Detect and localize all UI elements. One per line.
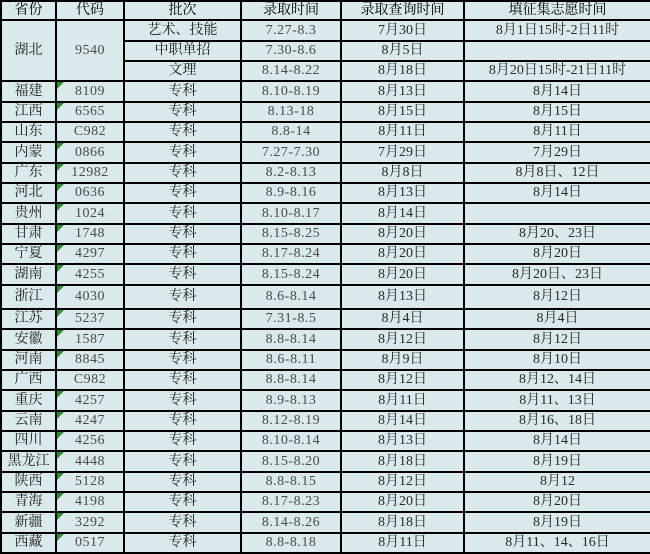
cell-batch[interactable]: 专科 [124,390,241,410]
header-volunteer-time[interactable]: 填征集志愿时间 [464,1,650,20]
cell-admission-time[interactable]: 8.6-8.14 [241,285,341,309]
cell-batch[interactable]: 专科 [124,370,241,390]
code-text: 4257 [75,392,105,408]
header-province[interactable]: 省份 [1,1,56,20]
cell-query-time[interactable]: 8月14日 [341,411,464,431]
cell-code[interactable] [56,81,124,101]
cell-volunteer-time[interactable] [464,41,650,61]
text-format-marker-icon [57,286,64,293]
cell-query-time[interactable]: 8月11日 [341,122,464,142]
table-row [1,142,650,162]
cell-province[interactable]: 黑龙江 [1,451,56,471]
text-format-marker-icon [57,245,64,252]
cell-batch[interactable]: 专科 [124,81,241,101]
code-text: 5237 [75,311,105,327]
table-row [1,309,650,329]
cell-admission-time[interactable]: 7.27-8.3 [241,20,341,40]
cell-batch[interactable]: 中职单招 [124,41,241,61]
cell-province[interactable]: 宁夏 [1,244,56,264]
table-row [1,370,650,390]
cell-query-time[interactable]: 8月12日 [341,472,464,492]
cell-admission-time[interactable]: 8.8-8.14 [241,329,341,349]
cell-code[interactable] [56,102,124,122]
cell-province[interactable]: 新疆 [1,512,56,532]
cell-admission-time[interactable]: 8.8-14 [241,122,341,142]
cell-volunteer-time[interactable]: 8月20日 [464,244,650,264]
cell-province[interactable]: 江苏 [1,309,56,329]
table-row [1,472,650,492]
cell-admission-time[interactable]: 8.8-8.15 [241,472,341,492]
cell-admission-time[interactable]: 8.10-8.14 [241,431,341,451]
code-text: C982 [73,124,107,140]
cell-batch[interactable]: 艺术、技能 [124,20,241,40]
text-format-marker-icon [57,473,64,480]
code-text: 4198 [75,494,105,510]
cell-admission-time[interactable]: 8.14-8.26 [241,512,341,532]
cell-batch[interactable]: 专科 [124,203,241,223]
cell-volunteer-time[interactable]: 8月12、14日 [464,370,650,390]
cell-batch[interactable]: 专科 [124,102,241,122]
cell-province[interactable]: 贵州 [1,203,56,223]
table-row [1,122,650,142]
cell-volunteer-time[interactable]: 8月11日 [464,122,650,142]
cell-query-time[interactable]: 8月11日 [341,533,464,553]
code-text: 4448 [75,453,105,469]
text-format-marker-icon [57,351,64,358]
table-row [1,183,650,203]
cell-code[interactable] [56,512,124,532]
cell-query-time[interactable]: 8月9日 [341,350,464,370]
cell-query-time[interactable]: 8月20日 [341,224,464,244]
cell-query-time[interactable]: 8月18日 [341,512,464,532]
cell-code[interactable] [56,350,124,370]
cell-batch[interactable]: 专科 [124,411,241,431]
code-text: 8845 [75,352,105,368]
text-format-marker-icon [57,452,64,459]
code-text: 1024 [75,205,105,221]
cell-admission-time[interactable]: 8.15-8.25 [241,224,341,244]
cell-admission-time[interactable]: 8.6-8.11 [241,350,341,370]
cell-volunteer-time[interactable]: 8月11、14、16日 [464,533,650,553]
cell-volunteer-time[interactable]: 8月20日 [464,492,650,512]
cell-batch[interactable]: 专科 [124,183,241,203]
text-format-marker-icon [57,310,64,317]
cell-batch[interactable]: 专科 [124,224,241,244]
table-row [1,264,650,284]
code-text: 0517 [75,535,105,551]
cell-volunteer-time[interactable]: 8月14日 [464,81,650,101]
cell-province[interactable]: 河北 [1,183,56,203]
text-format-marker-icon [57,493,64,500]
cell-code[interactable] [56,122,124,142]
cell-query-time[interactable]: 8月13日 [341,81,464,101]
cell-volunteer-time[interactable]: 8月14日 [464,431,650,451]
text-format-marker-icon [57,265,64,272]
cell-code[interactable] [56,183,124,203]
code-text: 1748 [75,226,105,242]
table-row [1,411,650,431]
cell-batch[interactable]: 专科 [124,264,241,284]
text-format-marker-icon [57,391,64,398]
cell-query-time[interactable]: 8月20日 [341,244,464,264]
cell-code[interactable] [56,329,124,349]
table-row [1,512,650,532]
cell-query-time[interactable]: 8月15日 [341,102,464,122]
cell-batch[interactable]: 专科 [124,350,241,370]
cell-code[interactable] [56,224,124,244]
cell-query-time[interactable]: 8月13日 [341,285,464,309]
text-format-marker-icon [57,143,64,150]
cell-volunteer-time[interactable]: 8月19日 [464,451,650,471]
cell-province[interactable]: 浙江 [1,285,56,309]
cell-admission-time[interactable]: 7.30-8.6 [241,41,341,61]
text-format-marker-icon [57,184,64,191]
cell-batch[interactable]: 专科 [124,309,241,329]
text-format-marker-icon [57,513,64,520]
table-row [1,224,650,244]
cell-admission-time[interactable]: 7.31-8.5 [241,309,341,329]
cell-admission-time[interactable]: 8.15-8.20 [241,451,341,471]
table-row [1,203,650,223]
cell-query-time[interactable]: 8月5日 [341,41,464,61]
cell-batch[interactable]: 专科 [124,512,241,532]
cell-code[interactable] [56,285,124,309]
cell-batch[interactable]: 专科 [124,122,241,142]
cell-admission-time[interactable]: 8.10-8.17 [241,203,341,223]
code-text: 8109 [75,83,105,99]
cell-province[interactable]: 河南 [1,350,56,370]
code-text: 4255 [75,266,105,282]
code-text: 0636 [75,185,105,201]
cell-province[interactable]: 四川 [1,431,56,451]
cell-volunteer-time[interactable]: 8月20日15时-21日11时 [464,61,650,81]
cell-batch[interactable]: 专科 [124,285,241,309]
cell-volunteer-time[interactable] [464,203,650,223]
cell-volunteer-time[interactable]: 8月19日 [464,512,650,532]
code-text: 4297 [75,246,105,262]
cell-admission-time[interactable]: 8.8-8.18 [241,533,341,553]
table-row [1,533,650,553]
cell-volunteer-time[interactable]: 8月14日 [464,183,650,203]
code-text: 0866 [75,144,105,160]
header-row [1,1,650,20]
cell-admission-time[interactable]: 8.14-8.22 [241,61,341,81]
cell-query-time[interactable]: 8月18日 [341,451,464,471]
code-text: 4256 [75,433,105,449]
text-format-marker-icon [57,82,64,89]
cell-admission-time[interactable]: 7.27-7.30 [241,142,341,162]
cell-query-time[interactable]: 8月12日 [341,370,464,390]
cell-volunteer-time[interactable]: 8月12日 [464,329,650,349]
text-format-marker-icon [57,412,64,419]
cell-batch[interactable]: 专科 [124,142,241,162]
cell-province[interactable]: 福建 [1,81,56,101]
table-row [1,350,650,370]
cell-batch[interactable]: 专科 [124,472,241,492]
cell-code[interactable] [56,20,124,81]
code-text: 1587 [75,331,105,347]
cell-batch[interactable]: 文理 [124,61,241,81]
cell-province[interactable]: 湖南 [1,264,56,284]
cell-query-time[interactable]: 8月18日 [341,61,464,81]
cell-code[interactable] [56,390,124,410]
cell-query-time[interactable]: 8月4日 [341,309,464,329]
cell-province[interactable]: 内蒙 [1,142,56,162]
cell-batch[interactable]: 专科 [124,244,241,264]
cell-code[interactable] [56,142,124,162]
cell-batch[interactable]: 专科 [124,451,241,471]
cell-admission-time[interactable]: 8.12-8.19 [241,411,341,431]
cell-province[interactable]: 江西 [1,102,56,122]
table-row [1,431,650,451]
table-row [1,81,650,101]
cell-batch[interactable]: 专科 [124,329,241,349]
text-format-marker-icon [57,164,64,171]
cell-query-time[interactable]: 8月13日 [341,431,464,451]
cell-query-time[interactable]: 8月11日 [341,390,464,410]
text-format-marker-icon [57,103,64,110]
code-text: 9540 [75,43,105,59]
cell-code[interactable] [56,309,124,329]
cell-volunteer-time[interactable]: 8月11、13日 [464,390,650,410]
table-row [1,329,650,349]
table-row [1,285,650,309]
cell-batch[interactable]: 专科 [124,163,241,183]
table-row [1,451,650,471]
cell-province[interactable]: 广西 [1,370,56,390]
cell-province[interactable]: 安徽 [1,329,56,349]
cell-code[interactable] [56,264,124,284]
text-format-marker-icon [57,225,64,232]
cell-province[interactable]: 广东 [1,163,56,183]
cell-province[interactable]: 云南 [1,411,56,431]
text-format-marker-icon [57,204,64,211]
cell-province[interactable]: 湖北 [1,20,56,81]
code-text: C982 [73,372,107,388]
cell-code[interactable] [56,203,124,223]
cell-code[interactable] [56,244,124,264]
cell-volunteer-time[interactable]: 8月12日 [464,285,650,309]
text-format-marker-icon [57,534,64,541]
cell-code[interactable] [56,370,124,390]
text-format-marker-icon [57,432,64,439]
cell-volunteer-time[interactable]: 8月12 [464,472,650,492]
cell-volunteer-time[interactable]: 8月8日、12日 [464,163,650,183]
cell-volunteer-time[interactable]: 8月10日 [464,350,650,370]
table-row [1,244,650,264]
cell-batch[interactable]: 专科 [124,533,241,553]
text-format-marker-icon [57,330,64,337]
cell-admission-time[interactable]: 8.10-8.19 [241,81,341,101]
cell-query-time[interactable]: 8月8日 [341,163,464,183]
cell-query-time[interactable]: 8月20日 [341,492,464,512]
cell-code[interactable] [56,411,124,431]
cell-code[interactable] [56,451,124,471]
cell-admission-time[interactable]: 8.2-8.13 [241,163,341,183]
cell-admission-time[interactable]: 8.13-18 [241,102,341,122]
cell-code[interactable] [56,533,124,553]
table-row [1,492,650,512]
cell-query-time[interactable]: 8月13日 [341,183,464,203]
cell-volunteer-time[interactable]: 8月15日 [464,102,650,122]
code-text: 6565 [75,104,105,120]
cell-query-time[interactable]: 8月20日 [341,264,464,284]
header-code[interactable]: 代码 [56,1,124,20]
cell-batch[interactable]: 专科 [124,492,241,512]
code-text: 4030 [75,289,105,305]
cell-admission-time[interactable]: 8.8-8.14 [241,370,341,390]
code-text: 5128 [75,474,105,490]
cell-volunteer-time[interactable]: 8月1日15时-2日11时 [464,20,650,40]
cell-query-time[interactable]: 7月29日 [341,142,464,162]
header-query-time[interactable]: 录取查询时间 [341,1,464,20]
cell-admission-time[interactable]: 8.17-8.23 [241,492,341,512]
cell-admission-time[interactable]: 8.9-8.16 [241,183,341,203]
cell-province[interactable]: 重庆 [1,390,56,410]
cell-volunteer-time[interactable]: 7月29日 [464,142,650,162]
cell-query-time[interactable]: 7月30日 [341,20,464,40]
cell-code[interactable] [56,431,124,451]
code-text: 3292 [75,514,105,530]
cell-code[interactable] [56,492,124,512]
header-admission-time[interactable]: 录取时间 [241,1,341,20]
cell-admission-time[interactable]: 8.17-8.24 [241,244,341,264]
cell-admission-time[interactable]: 8.9-8.13 [241,390,341,410]
code-text: 12982 [71,165,109,181]
table-row [1,163,650,183]
table-row [1,102,650,122]
header-batch[interactable]: 批次 [124,1,241,20]
cell-query-time[interactable]: 8月14日 [341,203,464,223]
cell-province[interactable]: 青海 [1,492,56,512]
cell-province[interactable]: 甘肃 [1,224,56,244]
cell-admission-time[interactable]: 8.15-8.24 [241,264,341,284]
cell-batch[interactable]: 专科 [124,431,241,451]
cell-volunteer-time[interactable]: 8月4日 [464,309,650,329]
cell-province[interactable]: 陕西 [1,472,56,492]
cell-volunteer-time[interactable]: 8月20、23日 [464,224,650,244]
table-row [1,390,650,410]
cell-query-time[interactable]: 8月12日 [341,329,464,349]
cell-code[interactable] [56,163,124,183]
cell-volunteer-time[interactable]: 8月20日、23日 [464,264,650,284]
table-row-hubei [1,20,650,40]
cell-code[interactable] [56,472,124,492]
code-text: 4247 [75,413,105,429]
cell-province[interactable]: 西藏 [1,533,56,553]
cell-volunteer-time[interactable]: 8月16、18日 [464,411,650,431]
cell-province[interactable]: 山东 [1,122,56,142]
